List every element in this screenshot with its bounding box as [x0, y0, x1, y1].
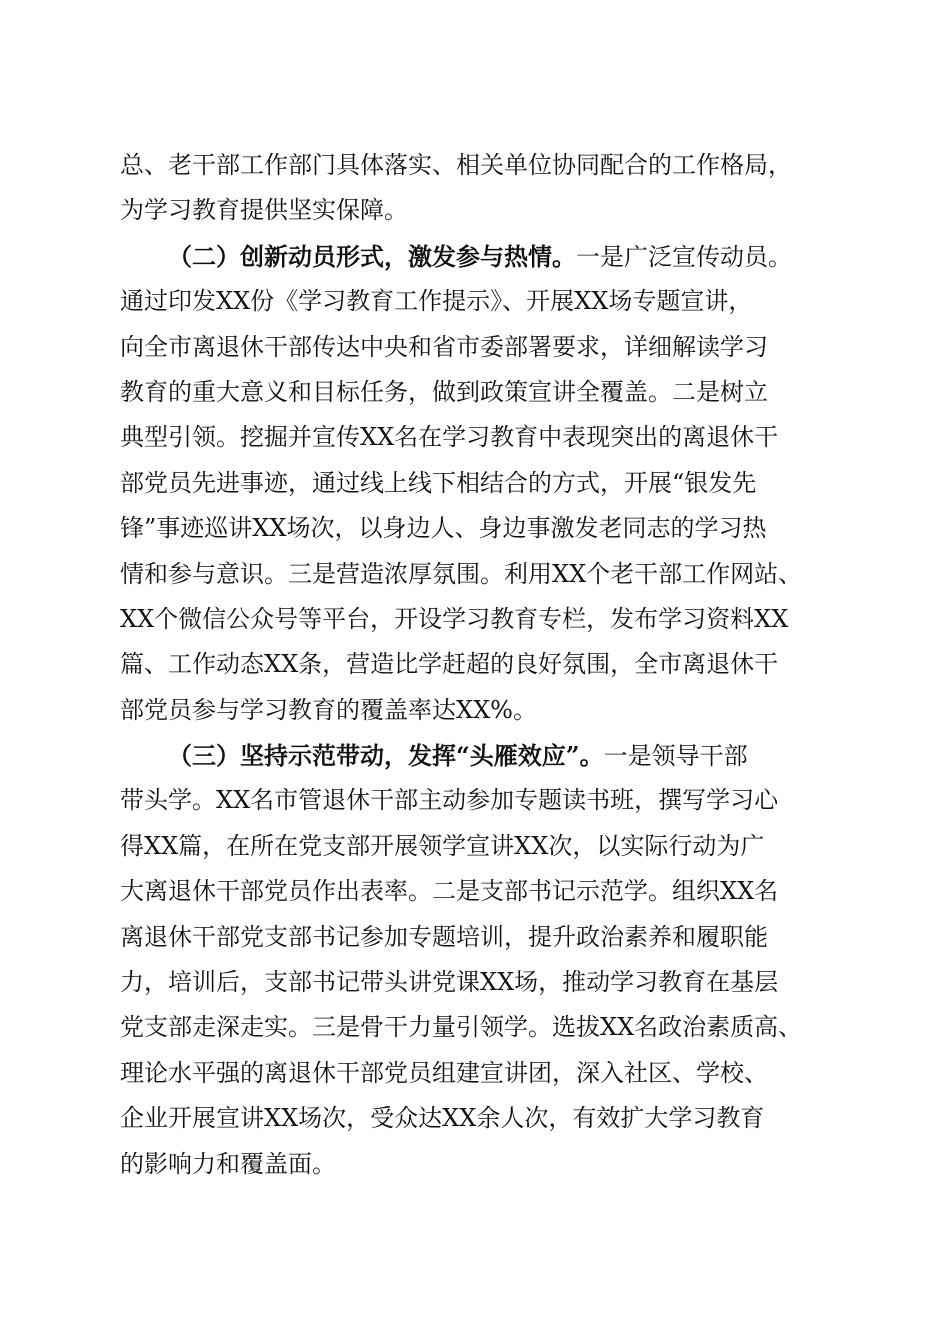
text-line: 的影响力和覆盖面。 [120, 1149, 336, 1178]
text-line: 离退休干部党支部书记参加专题培训，提升政治素养和履职能 [120, 922, 768, 951]
text-line: 部党员先进事迹，通过线上线下相结合的方式，开展“银发先 [120, 468, 757, 497]
text-line: 锋”事迹巡讲XX场次，以身边人、身边事激发老同志的学习热 [120, 514, 767, 543]
text-run: 一是广泛宣传动员。 [576, 242, 792, 271]
paragraph-first-line [120, 234, 840, 279]
text-run: 一是领导干部 [603, 742, 748, 771]
text-line: 典型引领。挖掘并宣传XX名在学习教育中表现突出的离退休干 [120, 423, 779, 452]
text-line: 情和参与意识。三是营造浓厚氛围。利用XX个老干部工作网站、 [120, 559, 803, 588]
text-line: 带头学。XX名市管退休干部主动参加专题读书班，撰写学习心 [120, 786, 779, 815]
text-line: 篇、工作动态XX条，营造比学赶超的良好氛围，全市离退休干 [120, 650, 779, 679]
text-line: 得XX篇，在所在党支部开展领学宣讲XX次，以实际行动为广 [120, 831, 765, 860]
text-line: 教育的重大意义和目标任务，做到政策宣讲全覆盖。二是树立 [120, 377, 768, 406]
text-line: 理论水平强的离退休干部党员组建宣讲团，深入社区、学校、 [120, 1058, 768, 1087]
text-line: 部党员参与学习教育的覆盖率达XX%。 [120, 695, 537, 724]
document-body [120, 143, 840, 1187]
text-line: 向全市离退休干部传达中央和省市委部署要求，详细解读学习 [120, 332, 768, 361]
paragraph-section-3 [120, 733, 840, 1187]
section-heading: （三）坚持示范带动，发挥“头雁效应”。 [168, 741, 604, 771]
text-line: 总、老干部工作部门具体落实、相关单位协同配合的工作格局， [120, 151, 792, 179]
text-line: 企业开展宣讲XX场次，受众达XX余人次，有效扩大学习教育 [120, 1104, 765, 1133]
text-line: 为学习教育提供坚实保障。 [120, 196, 408, 225]
text-line: 通过印发XX份《学习教育工作提示》、开展XX场专题宣讲， [120, 287, 753, 316]
paragraph-first-line [120, 733, 840, 778]
paragraph-section-2 [120, 234, 840, 733]
section-heading: （二）创新动员形式，激发参与热情。 [168, 241, 576, 271]
text-line: XX个微信公众号等平台，开设学习教育专栏，发布学习资料XX [120, 604, 789, 633]
text-line: 党支部走深走实。三是骨干力量引领学。选拔XX名政治素质高、 [120, 1013, 803, 1042]
paragraph-continuation [120, 143, 840, 234]
text-line: 力，培训后，支部书记带头讲党课XX场，推动学习教育在基层 [120, 968, 779, 997]
text-line: 大离退休干部党员作出表率。二是支部书记示范学。组织XX名 [120, 877, 779, 906]
